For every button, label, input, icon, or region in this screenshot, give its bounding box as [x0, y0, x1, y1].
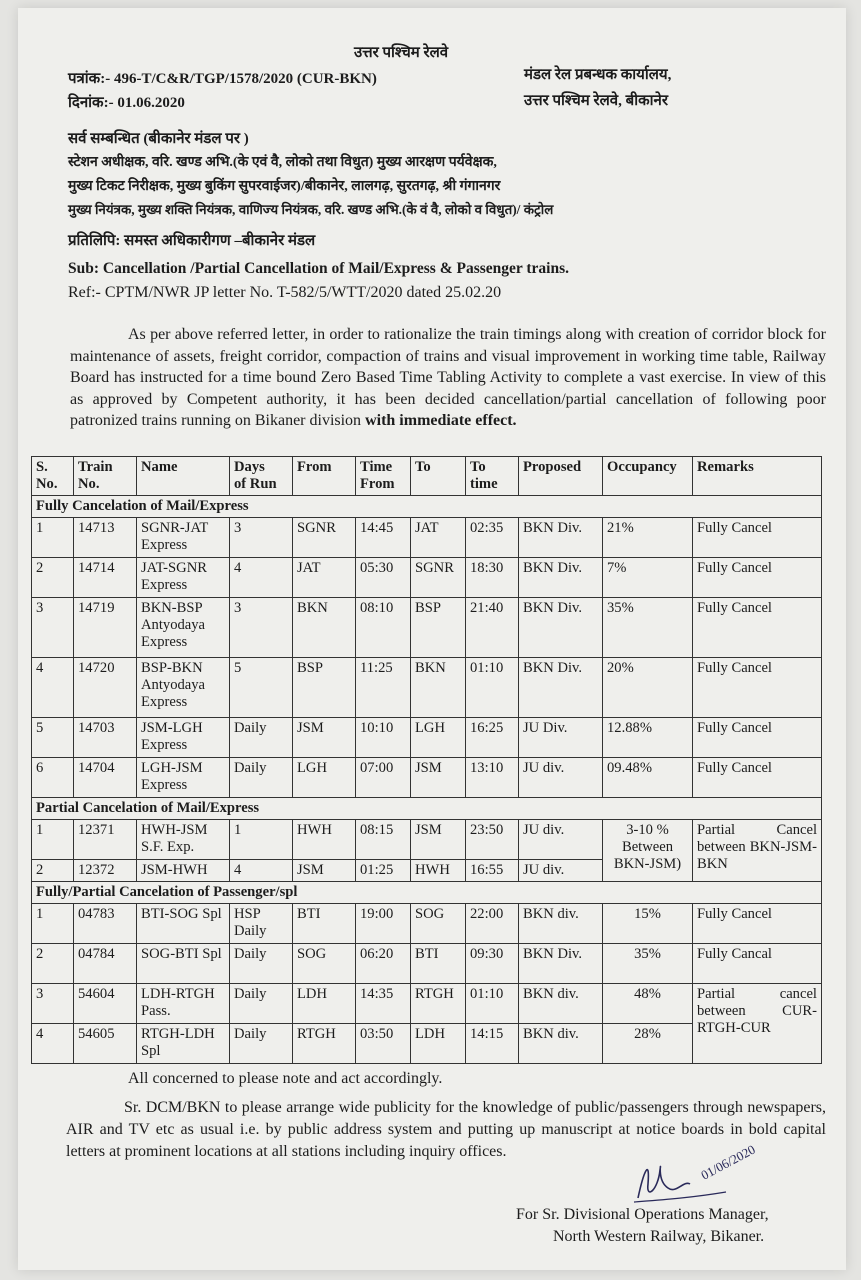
- table-cell: 6: [32, 758, 74, 798]
- table-cell: 54605: [74, 1024, 137, 1064]
- table-cell: 14720: [74, 658, 137, 718]
- table-cell: BKN: [293, 598, 356, 658]
- table-cell: 01:10: [466, 984, 519, 1024]
- table-cell: 35%: [603, 944, 693, 984]
- table-cell: JAT-SGNR Express: [137, 558, 230, 598]
- table-cell: 12.88%: [603, 718, 693, 758]
- table-cell: 19:00: [356, 904, 411, 944]
- table-cell: JU div.: [519, 860, 603, 882]
- table-cell: HWH-JSM S.F. Exp.: [137, 820, 230, 860]
- address-line-4: मुख्य नियंत्रक, मुख्य शक्ति नियंत्रक, वाणिज्य नियंत्रक, वरि. खण्ड अभि.(के वं वै, लोको व विधुत)/ कंट्रोल: [68, 202, 554, 217]
- table-cell: JSM-HWH: [137, 860, 230, 882]
- table-cell: 5: [230, 658, 293, 718]
- table-cell: BKN div.: [519, 984, 603, 1024]
- table-cell: 35%: [603, 598, 693, 658]
- table-cell: BTI: [293, 904, 356, 944]
- table-cell: Fully Cancel: [693, 658, 822, 718]
- body-text: As per above referred letter, in order to rationalize the train timings along with creation of corridor block for maintenance of assets, freight corridor, compaction of trains and visual improvement in working time table, Railway Board has instructed for a time bound Zero Based Time Tabling Activity to complete a vast exercise. In view of this as approved by Competent authority, it has been decided cancellation/partial cancellation of following poor patronized trains running on Bikaner division: [70, 326, 826, 430]
- office-line-2: उत्तर पश्चिम रेलवे, बीकानेर: [524, 93, 668, 109]
- table-cell: Fully Cancel: [693, 758, 822, 798]
- table-cell: Partial Cancelation of Mail/Express: [32, 798, 822, 820]
- table-cell: 04784: [74, 944, 137, 984]
- col-sno: S. No.: [32, 457, 74, 496]
- col-to-time: To time: [466, 457, 519, 496]
- address-line-1: सर्व सम्बन्धित (बीकानेर मंडल पर ): [68, 131, 249, 147]
- table-cell: 2: [32, 860, 74, 882]
- table-cell: 13:10: [466, 758, 519, 798]
- table-cell: 10:10: [356, 718, 411, 758]
- merged-remarks-passenger: Partial cancel between CUR-RTGH-CUR: [693, 984, 822, 1064]
- address-line-2: स्टेशन अधीक्षक, वरि. खण्ड अभि.(के एवं वै, लोको तथा विधुत) मुख्य आरक्षण पर्यवेक्षक,: [68, 155, 497, 170]
- table-cell: 08:15: [356, 820, 411, 860]
- table-cell: 22:00: [466, 904, 519, 944]
- table-cell: 14:45: [356, 518, 411, 558]
- table-cell: BKN: [411, 658, 466, 718]
- col-name: Name: [137, 457, 230, 496]
- table-cell: JU div.: [519, 820, 603, 860]
- table-cell: 1: [32, 518, 74, 558]
- table-cell: RTGH-LDH Spl: [137, 1024, 230, 1064]
- table-cell: SOG-BTI Spl: [137, 944, 230, 984]
- table-cell: 54604: [74, 984, 137, 1024]
- table-row: [32, 944, 822, 984]
- table-row: [32, 658, 822, 718]
- table-cell: SGNR-JAT Express: [137, 518, 230, 558]
- col-time-from: Time From: [356, 457, 411, 496]
- col-train-no: Train No.: [74, 457, 137, 496]
- table-cell: 3: [230, 518, 293, 558]
- table-cell: Daily: [230, 718, 293, 758]
- table-cell: 18:30: [466, 558, 519, 598]
- table-cell: Fully/Partial Cancelation of Passenger/spl: [32, 882, 822, 904]
- col-remarks: Remarks: [693, 457, 822, 496]
- table-cell: 09:30: [466, 944, 519, 984]
- col-to: To: [411, 457, 466, 496]
- table-cell: 16:25: [466, 718, 519, 758]
- table-cell: 23:50: [466, 820, 519, 860]
- table-cell: 14703: [74, 718, 137, 758]
- table-cell: BTI-SOG Spl: [137, 904, 230, 944]
- table-cell: BKN Div.: [519, 558, 603, 598]
- footer-note: All concerned to please note and act accordingly.: [128, 1070, 443, 1087]
- table-cell: SOG: [411, 904, 466, 944]
- table-row: [32, 984, 822, 1024]
- table-cell: BSP: [411, 598, 466, 658]
- table-cell: BKN Div.: [519, 658, 603, 718]
- table-cell: 14719: [74, 598, 137, 658]
- table-cell: Daily: [230, 1024, 293, 1064]
- table-cell: LGH: [411, 718, 466, 758]
- table-cell: LDH-RTGH Pass.: [137, 984, 230, 1024]
- table-cell: 14704: [74, 758, 137, 798]
- table-cell: 4: [32, 658, 74, 718]
- table-cell: BSP: [293, 658, 356, 718]
- table-cell: 4: [230, 860, 293, 882]
- reference-line: Ref:- CPTM/NWR JP letter No. T-582/5/WTT/2020 dated 25.02.20: [68, 284, 502, 301]
- table-cell: 1: [32, 820, 74, 860]
- hindi-title: उत्तर पश्चिम रेलवे: [354, 45, 449, 61]
- table-row: [32, 904, 822, 944]
- section-heading: [32, 882, 822, 904]
- table-cell: 14714: [74, 558, 137, 598]
- table-cell: LDH: [293, 984, 356, 1024]
- table-cell: 12372: [74, 860, 137, 882]
- table-cell: Fully Cancel: [693, 904, 822, 944]
- subject-line: Sub: Cancellation /Partial Cancellation of Mail/Express & Passenger trains.: [68, 260, 570, 277]
- table-cell: JAT: [411, 518, 466, 558]
- table-cell: RTGH: [293, 1024, 356, 1064]
- table-cell: 3: [230, 598, 293, 658]
- table-cell: 09.48%: [603, 758, 693, 798]
- notice-page: [18, 8, 846, 1270]
- table-cell: JU Div.: [519, 718, 603, 758]
- table-cell: BKN Div.: [519, 598, 603, 658]
- table-cell: LGH-JSM Express: [137, 758, 230, 798]
- table-row: [32, 718, 822, 758]
- table-cell: JAT: [293, 558, 356, 598]
- table-header-row: [32, 457, 822, 496]
- body-paragraph: [70, 324, 826, 432]
- table-cell: 21:40: [466, 598, 519, 658]
- table-cell: BKN div.: [519, 1024, 603, 1064]
- table-cell: RTGH: [411, 984, 466, 1024]
- table-cell: 48%: [603, 984, 693, 1024]
- table-cell: 4: [230, 558, 293, 598]
- table-cell: Daily: [230, 944, 293, 984]
- table-cell: 1: [32, 904, 74, 944]
- table-cell: 7%: [603, 558, 693, 598]
- table-cell: BKN Div.: [519, 944, 603, 984]
- signatory-line-1: For Sr. Divisional Operations Manager,: [516, 1206, 769, 1223]
- table-cell: 2: [32, 558, 74, 598]
- table-cell: Fully Cancel: [693, 598, 822, 658]
- table-cell: JU div.: [519, 758, 603, 798]
- table-cell: BSP-BKN Antyodaya Express: [137, 658, 230, 718]
- table-row: [32, 820, 822, 860]
- signature-date: 01/06/2020: [698, 1141, 758, 1183]
- table-cell: 03:50: [356, 1024, 411, 1064]
- table-cell: 04783: [74, 904, 137, 944]
- table-row: [32, 518, 822, 558]
- table-cell: JSM: [293, 860, 356, 882]
- table-cell: 11:25: [356, 658, 411, 718]
- table-cell: 01:25: [356, 860, 411, 882]
- table-cell: JSM-LGH Express: [137, 718, 230, 758]
- table-cell: 14713: [74, 518, 137, 558]
- table-cell: 06:20: [356, 944, 411, 984]
- merged-remarks: Partial Cancel between BKN-JSM-BKN: [693, 820, 822, 882]
- table-cell: 4: [32, 1024, 74, 1064]
- col-from: From: [293, 457, 356, 496]
- address-line-5: प्रतिलिपि: समस्त अधिकारीगण –बीकानेर मंडल: [68, 233, 316, 249]
- footer-instruction: Sr. DCM/BKN to please arrange wide publicity for the knowledge of public/passengers through newspapers, AIR and TV etc as usual i.e. by public address system and putting up manuscript at notice boards in bold capital letters at prominent locations at all stations including inquiry offices.: [66, 1099, 826, 1160]
- table-cell: SOG: [293, 944, 356, 984]
- table-cell: 05:30: [356, 558, 411, 598]
- table-cell: HWH: [293, 820, 356, 860]
- table-row: [32, 558, 822, 598]
- table-cell: LDH: [411, 1024, 466, 1064]
- table-cell: 5: [32, 718, 74, 758]
- table-cell: Daily: [230, 758, 293, 798]
- table-cell: BKN Div.: [519, 518, 603, 558]
- table-cell: 02:35: [466, 518, 519, 558]
- table-cell: 01:10: [466, 658, 519, 718]
- cancellation-table: [31, 456, 822, 1064]
- table-cell: JSM: [411, 820, 466, 860]
- col-days: Days of Run: [230, 457, 293, 496]
- table-cell: SGNR: [411, 558, 466, 598]
- table-cell: Fully Cancel: [693, 718, 822, 758]
- col-occupancy: Occupancy: [603, 457, 693, 496]
- section-heading: [32, 798, 822, 820]
- section-heading: [32, 496, 822, 518]
- table-cell: HSP Daily: [230, 904, 293, 944]
- address-line-3: मुख्य टिकट निरीक्षक, मुख्य बुकिंग सुपरवाईजर)/बीकानेर, लालगढ़, सुरतगढ़, श्री गंगानगर: [68, 179, 501, 194]
- table-cell: 2: [32, 944, 74, 984]
- table-cell: Fully Cancelation of Mail/Express: [32, 496, 822, 518]
- signature-mark: [630, 1140, 760, 1210]
- table-cell: Daily: [230, 984, 293, 1024]
- table-cell: JSM: [293, 718, 356, 758]
- table-cell: BKN-BSP Antyodaya Express: [137, 598, 230, 658]
- table-cell: JSM: [411, 758, 466, 798]
- table-cell: 15%: [603, 904, 693, 944]
- table-cell: Fully Cancel: [693, 558, 822, 598]
- table-cell: Fully Cancel: [693, 518, 822, 558]
- table-cell: 12371: [74, 820, 137, 860]
- table-cell: 16:55: [466, 860, 519, 882]
- table-cell: 08:10: [356, 598, 411, 658]
- office-line-1: मंडल रेल प्रबन्धक कार्यालय,: [524, 67, 672, 83]
- table-row: [32, 758, 822, 798]
- table-cell: 1: [230, 820, 293, 860]
- table-row: [32, 598, 822, 658]
- table-cell: BKN div.: [519, 904, 603, 944]
- table-cell: 20%: [603, 658, 693, 718]
- col-proposed: Proposed: [519, 457, 603, 496]
- table-cell: 3: [32, 984, 74, 1024]
- table-cell: BTI: [411, 944, 466, 984]
- table-cell: 3: [32, 598, 74, 658]
- letter-number: पत्रांक:- 496-T/C&R/TGP/1578/2020 (CUR-BKN): [68, 71, 377, 87]
- table-cell: 21%: [603, 518, 693, 558]
- letter-date: दिनांक:- 01.06.2020: [68, 95, 185, 111]
- table-cell: 14:35: [356, 984, 411, 1024]
- table-cell: Fully Cancal: [693, 944, 822, 984]
- table-cell: LGH: [293, 758, 356, 798]
- table-cell: HWH: [411, 860, 466, 882]
- table-cell: 07:00: [356, 758, 411, 798]
- table-cell: 28%: [603, 1024, 693, 1064]
- merged-occupancy: 3-10 % Between BKN-JSM): [603, 820, 693, 882]
- table-cell: SGNR: [293, 518, 356, 558]
- body-emphasis: with immediate effect.: [365, 412, 517, 430]
- signatory-line-2: North Western Railway, Bikaner.: [553, 1228, 765, 1245]
- table-cell: 14:15: [466, 1024, 519, 1064]
